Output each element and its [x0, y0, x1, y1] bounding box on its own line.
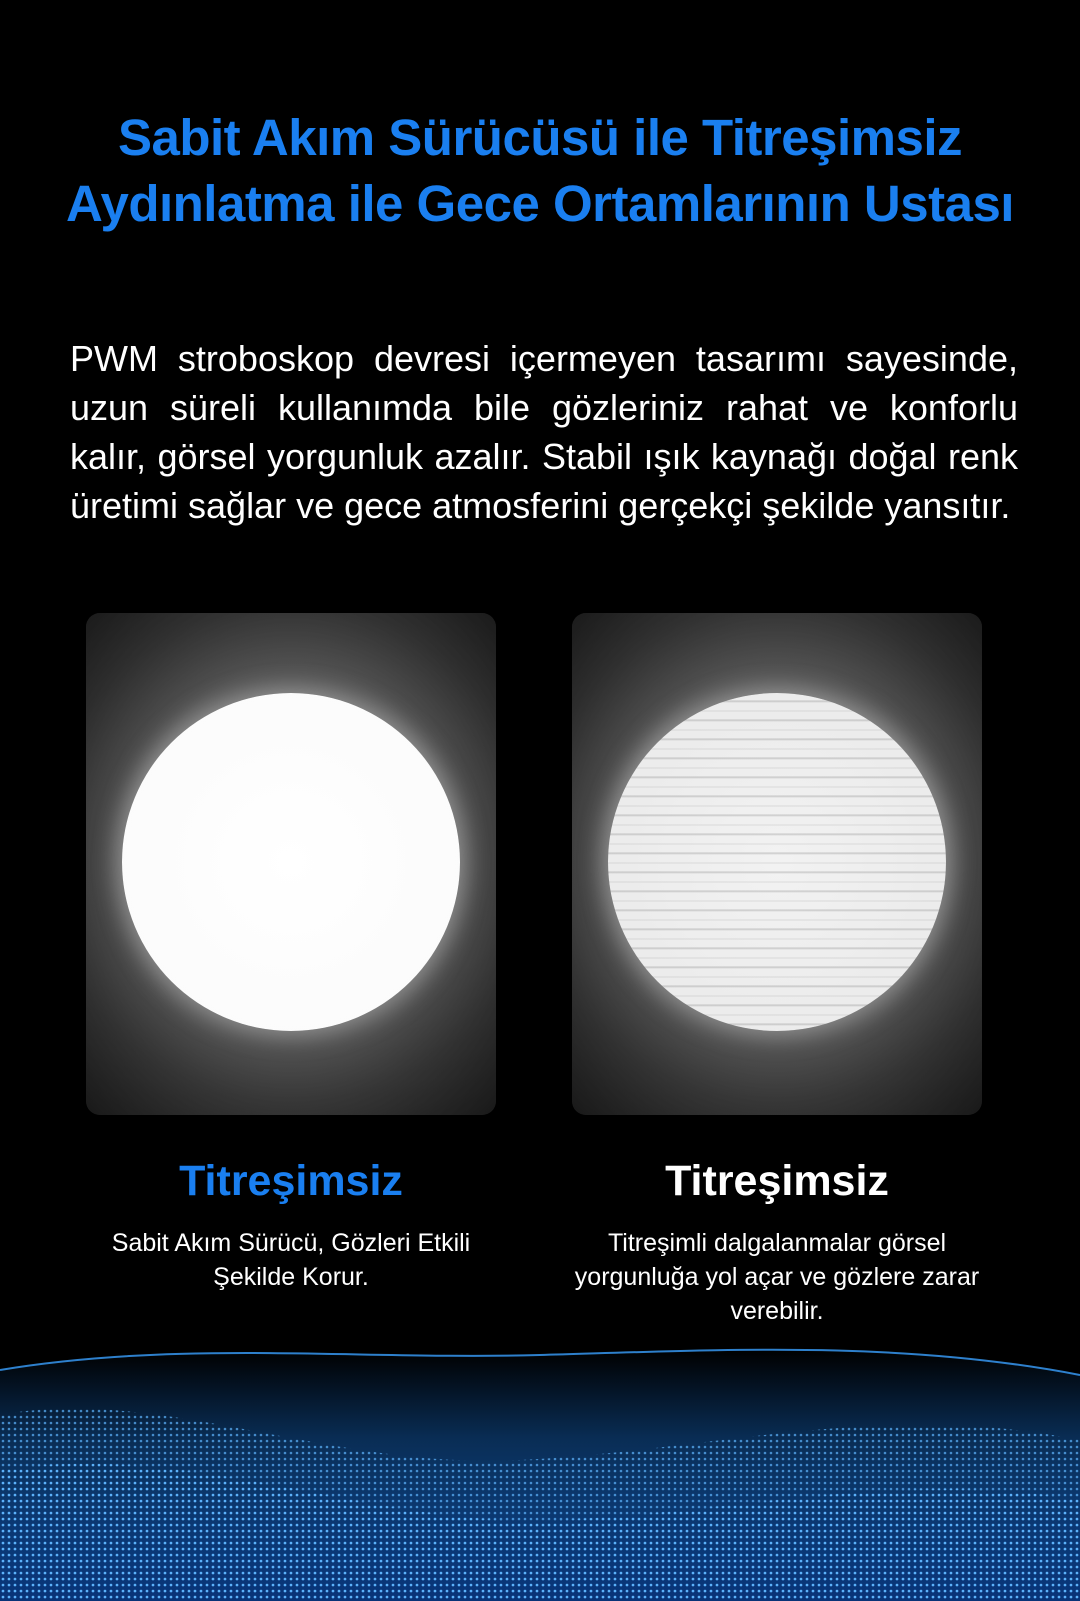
comparison-title-right: Titreşimsiz — [665, 1157, 889, 1205]
decorative-wave — [0, 1330, 1080, 1601]
comparison-title-left: Titreşimsiz — [179, 1157, 403, 1205]
intro-paragraph: PWM stroboskop devresi içermeyen tasarımı sayesinde, uzun süreli kullanımda bile gözleriniz rahat ve konforlu kalır, görsel yorgunluk azalır. Stabil ışık kaynağı doğal renk üretimi sağlar ve gece atmosferini gerçekçi şekilde yansıtır. — [70, 338, 1018, 526]
page-headline: Sabit Akım Sürücüsü ile Titreşimsiz Aydınlatma ile Gece Ortamlarının Ustası — [66, 109, 1014, 232]
steady-light-circle — [122, 693, 460, 1031]
comparison-description-right: Titreşimli dalgalanmalar görsel yorgunluğa yol açar ve gözlere zarar verebilir. — [574, 1229, 980, 1325]
flicker-free-light-image — [86, 613, 496, 1115]
comparison-description-left: Sabit Akım Sürücü, Gözleri Etkili Şekilde Korur. — [111, 1229, 471, 1291]
flicker-light-image — [572, 613, 982, 1115]
flickering-light-circle — [608, 693, 946, 1031]
